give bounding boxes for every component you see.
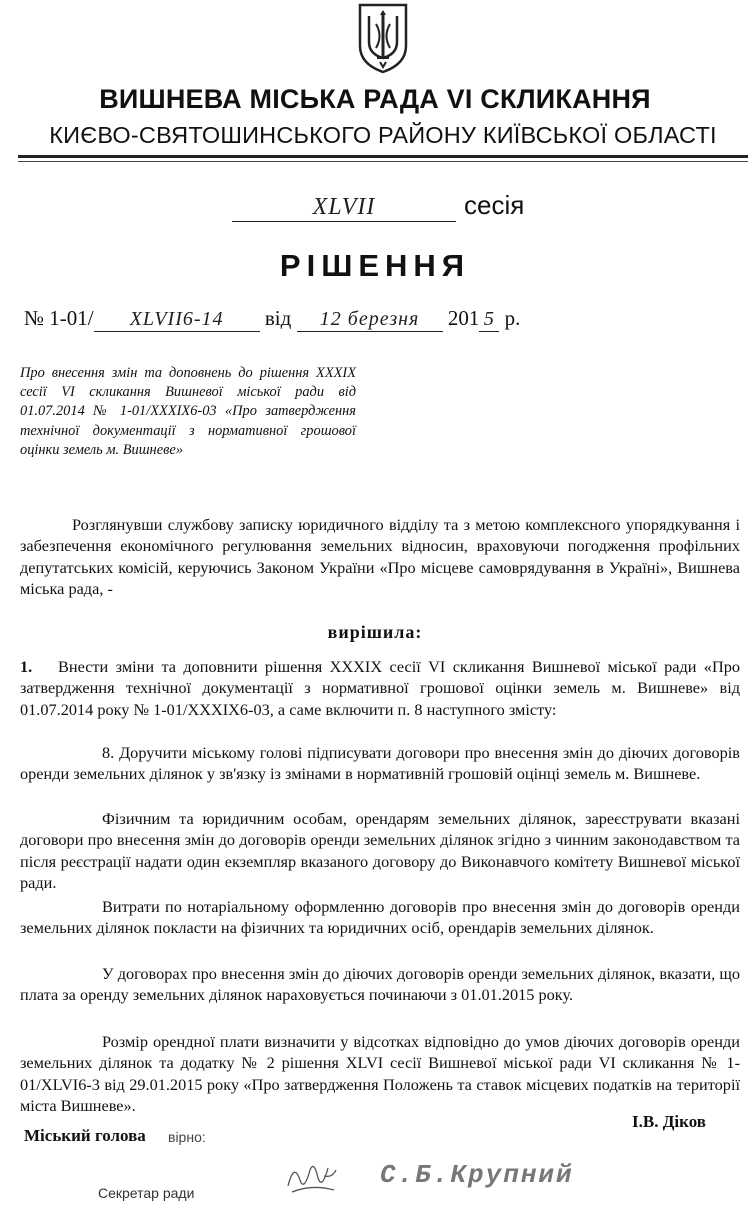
decision-number: XLVII6-14 [129, 308, 224, 330]
stamp-secretary: Секретар ради [98, 1185, 195, 1201]
item-1-text: Внести зміни та доповнити рішення XXXIX сесії VI скликання Вишневої міської ради «Про затвердження технічної документації з нормативної грошової оцінки земель м. Вишневе» від 01.07.2014 року № 1-01/XXXIX6-03, а саме включити п. 8 наступного змісту: [20, 657, 740, 719]
session-line [232, 190, 524, 222]
stamp-certified: вірно: [168, 1129, 206, 1145]
decision-year-prefix: 201 [447, 306, 480, 330]
decision-number-field [94, 306, 260, 332]
decision-year-digit: 5 [483, 308, 495, 330]
decision-year-field [479, 306, 499, 332]
mayor-title: Міський голова [24, 1126, 146, 1145]
session-number-field [232, 190, 456, 222]
subitem-8-paragraph: 8. Доручити міському голові підписувати договори про внесення змін до діючих договорів оренди земельних ділянок у зв'язку із змінами в нормативній грошовій оцінці земель м. Вишневе. [20, 743, 740, 784]
tenants-registration-paragraph: Фізичним та юридичним особам, орендарям земельних ділянок, зареєструвати вказані договори про внесення змін до договорів оренди земельних ділянок згідно з чинним законодавством та після реєстрації надати один екземпляр вказаного договору до Виконавчого комітету Вишневої міської ради. [20, 809, 740, 893]
session-label: сесія [464, 190, 525, 220]
decision-subject: Про внесення змін та доповнень до рішення XXXIX сесії VI скликання Вишневої міської ради від 01.07.2014 № 1-01/XXXIX6-03 «Про затвердження технічної документації з нормативної грошової оцінки земель м. Вишневе» [20, 365, 356, 458]
decision-date-field [297, 306, 443, 332]
decision-date: 12 березня [319, 308, 420, 330]
rent-start-date-paragraph: У договорах про внесення змін до діючих договорів оренди земельних ділянок, вказати, що плата за оренду земельних ділянок нараховується починаючи з 01.01.2015 року. [20, 964, 740, 1005]
decision-title: РІШЕННЯ [279, 248, 471, 283]
decision-year-suffix: р. [504, 306, 521, 330]
header-rule-thick [18, 155, 748, 158]
stamp-name: С.Б.Крупний [380, 1160, 574, 1190]
notary-costs-paragraph: Витрати по нотаріальному оформленню договорів про внесення змін до договорів оренди земельних ділянок покласти на фізичних та юридичних осіб, орендарів земельних ділянок. [20, 897, 740, 938]
session-number: XLVII [312, 194, 376, 220]
coat-of-arms-icon [356, 2, 410, 74]
item-1-number: 1. [20, 657, 33, 676]
header-rule-thin [18, 161, 748, 162]
resolved-heading: вирішила: [327, 622, 423, 642]
item-1-paragraph [20, 656, 740, 720]
preamble-paragraph: Розглянувши службову записку юридичного відділу та з метою комплексного упорядкування і забезпечення економічного регулювання земельних відносин, враховуючи погодження профільних депутатських комісій, керуючись Законом України «Про місцеве самоврядування в Україні», Вишнева міська рада, - [20, 515, 740, 599]
decision-number-line [24, 306, 520, 332]
council-district: КИЄВО-СВЯТОШИНСЬКОГО РАЙОНУ КИЇВСЬКОЇ ОБЛАСТІ [49, 122, 717, 148]
handwritten-signature [284, 1156, 340, 1200]
decision-date-prefix: від [264, 306, 292, 330]
decision-number-prefix: № 1-01/ [24, 306, 94, 330]
mayor-name: І.В. Діков [632, 1112, 706, 1131]
council-name: ВИШНЕВА МІСЬКА РАДА VI СКЛИКАННЯ [99, 84, 651, 114]
rent-amount-paragraph: Розмір орендної плати визначити у відсотках відповідно до умов діючих договорів оренди земельних ділянок та додатку № 2 рішення XLVI сесії Вишневої міської ради VI скликання № 1-01/XLVI6-3 від 29.01.2015 року «Про затвердження Положень та ставок місцевих податків на території міста Вишневе». [20, 1032, 740, 1116]
